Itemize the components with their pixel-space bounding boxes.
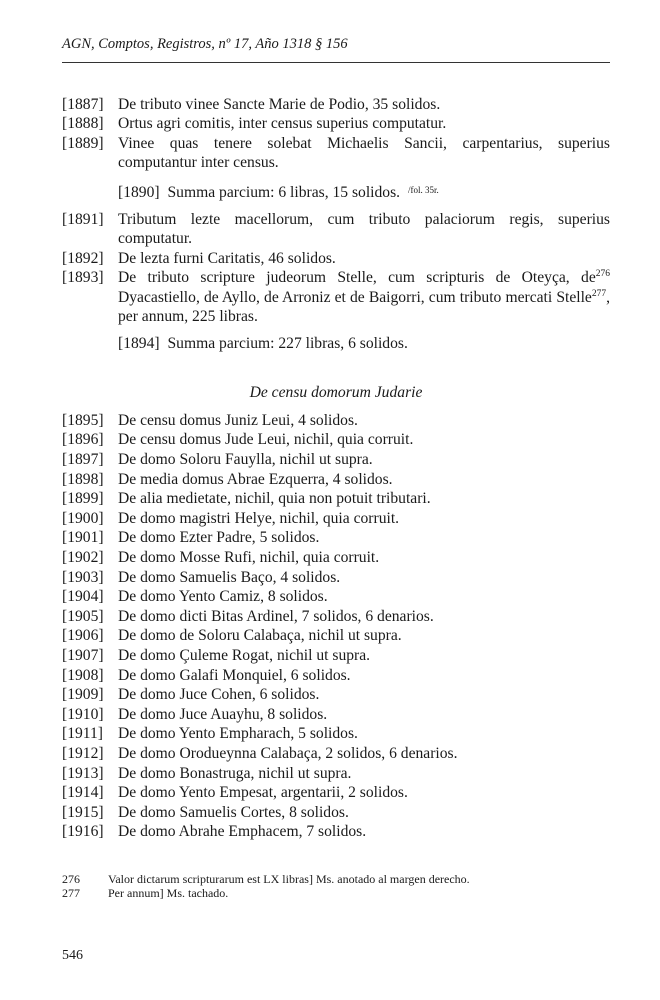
entry-text: De alia medietate, nichil, quia non potuit tributari. [118,490,431,508]
entry-1891 [62,210,610,249]
entry-text: Vinee quas tenere solebat Michaelis Sancii, carpentarius, superius computantur inter census. [118,134,610,172]
footnote-276 [62,872,610,886]
header-rule [62,62,610,63]
page-content [62,95,610,842]
entry-number: [1915] [62,803,104,821]
entry-number: [1908] [62,666,104,684]
entry-number: [1897] [62,451,104,469]
entry-number: [1892] [62,249,104,267]
footnotes [62,872,610,900]
list-item [62,626,610,646]
footnote-277 [62,886,610,900]
judaria-entries [62,411,610,842]
entry-number: [1893] [62,269,104,287]
entry-number: [1912] [62,744,104,762]
list-item [62,803,610,823]
summa-text: Summa parcium: 227 libras, 6 solidos. [167,335,408,353]
summa-text: Summa parcium: 6 libras, 15 solidos. [167,183,401,201]
footnote-ref-277: 277 [591,288,607,299]
list-item [62,783,610,803]
entry-number: [1898] [62,470,104,488]
entry-text: De lezta furni Caritatis, 46 solidos. [118,249,336,267]
entry-number: [1903] [62,568,104,586]
entry-text: De domo Samuelis Cortes, 8 solidos. [118,803,349,821]
list-item [62,705,610,725]
entry-text: De domo Soloru Fauylla, nichil ut supra. [118,451,373,469]
entry-number: [1902] [62,549,104,567]
entry-number: [1916] [62,823,104,841]
entry-number: [1910] [62,705,104,723]
list-item [62,489,610,509]
list-item [62,744,610,764]
list-item [62,666,610,686]
folio-marker: /fol. 35r. [407,184,439,195]
list-item [62,607,610,627]
entry-text: De tributo vinee Sancte Marie de Podio, 35 solidos. [118,96,441,113]
summa-1890 [118,181,610,202]
running-header: AGN, Comptos, Registros, nº 17, Año 1318 § 156 [62,36,348,52]
entry-1889 [62,134,610,173]
list-item [62,822,610,842]
entry-number: [1887] [62,96,104,113]
entry-number: [1888] [62,115,104,133]
entry-number: [1901] [62,529,104,547]
footnote-text: Per annum] Ms. tachado. [108,886,229,900]
entry-text: De domo Orodueynna Calabaça, 2 solidos, 6 denarios. [118,744,458,762]
entry-1892 [62,249,610,268]
footnote-number: 277 [62,886,80,900]
entry-text: De domo Bonastruga, nichil ut supra. [118,764,352,782]
entry-1887 [62,95,610,114]
entry-1893 [62,268,610,326]
entry-text: De domo magistri Helye, nichil, quia corruit. [118,509,400,527]
entry-text: De domo Ezter Padre, 5 solidos. [118,529,320,547]
list-item [62,764,610,784]
entry-text: De tributo scripture judeorum Stelle, cum scripturis de Oteyça, $de^{276}$ Dyacastiello, de Ayllo, de Arroniz et de Baigorri, cum tributo mercati Stelle$^{277}$, per annum, 225 libras. [118,269,610,326]
entry-number: [1891] [62,211,104,229]
entry-number: [1894] [118,335,160,353]
section-title: De censu domorum Judarie [249,383,423,401]
list-item [62,450,610,470]
list-item [62,411,610,431]
entry-text: De domo Çuleme Rogat, nichil ut supra. [118,647,371,664]
entry-number: [1909] [62,686,104,704]
entry-number: [1896] [62,431,104,449]
entry-text: Tributum lezte macellorum, cum tributo palaciorum regis, superius computatur. [118,211,610,248]
entry-text: De domo dicti Bitas Ardinel, 7 solidos, 6 denarios. [118,607,434,625]
list-item [62,685,610,705]
entry-number: [1889] [62,134,104,152]
footnote-number: 276 [62,872,80,886]
entry-text: De domo Samuelis Baço, 4 solidos. [118,568,341,586]
entry-number: [1906] [62,627,104,645]
entry-number: [1904] [62,588,104,606]
entry-text: De domo Galafi Monquiel, 6 solidos. [118,666,351,684]
entry-text: De censu domus Jude Leui, nichil, quia corruit. [118,431,414,449]
list-item [62,548,610,568]
summa-1894 [118,334,610,353]
entry-number: [1900] [62,509,104,527]
list-item [62,509,610,529]
entry-text: De domo Juce Auayhu, 8 solidos. [118,705,328,723]
entry-text: De domo Yento Empesat, argentarii, 2 solidos. [118,784,408,802]
entry-text: De domo Mosse Rufi, nichil, quia corruit. [118,549,380,567]
list-item [62,646,610,666]
list-item [62,430,610,450]
entry-text: De domo Juce Cohen, 6 solidos. [118,686,320,704]
entry-number: [1895] [62,411,104,429]
entry-number: [1905] [62,607,104,625]
list-item [62,568,610,588]
entry-number: [1890] [118,183,160,201]
entry-number: [1907] [62,647,104,664]
entry-number: [1913] [62,764,104,782]
footnote-ref-276: 276 [595,269,610,280]
entry-text: De media domus Abrae Ezquerra, 4 solidos. [118,470,393,488]
entry-text: De domo Yento Camiz, 8 solidos. [118,588,328,606]
entry-text: De domo de Soloru Calabaça, nichil ut supra. [118,627,402,645]
entry-text: Ortus agri comitis, inter census superius computatur. [118,115,447,133]
page-number: 546 [62,948,83,963]
entry-1888 [62,114,610,133]
entry-text: De domo Yento Empharach, 5 solidos. [118,725,358,743]
footnote-text: Valor dictarum scripturarum est LX libras] Ms. anotado al margen derecho. [108,872,470,886]
entry-text: De domo Abrahe Emphacem, 7 solidos. [118,823,367,841]
list-item [62,470,610,490]
entry-number: [1911] [62,725,103,743]
entry-number: [1914] [62,784,104,802]
list-item [62,724,610,744]
list-item [62,528,610,548]
entry-number: [1899] [62,490,104,508]
list-item [62,587,610,607]
entry-text: De censu domus Juniz Leui, 4 solidos. [118,411,358,429]
